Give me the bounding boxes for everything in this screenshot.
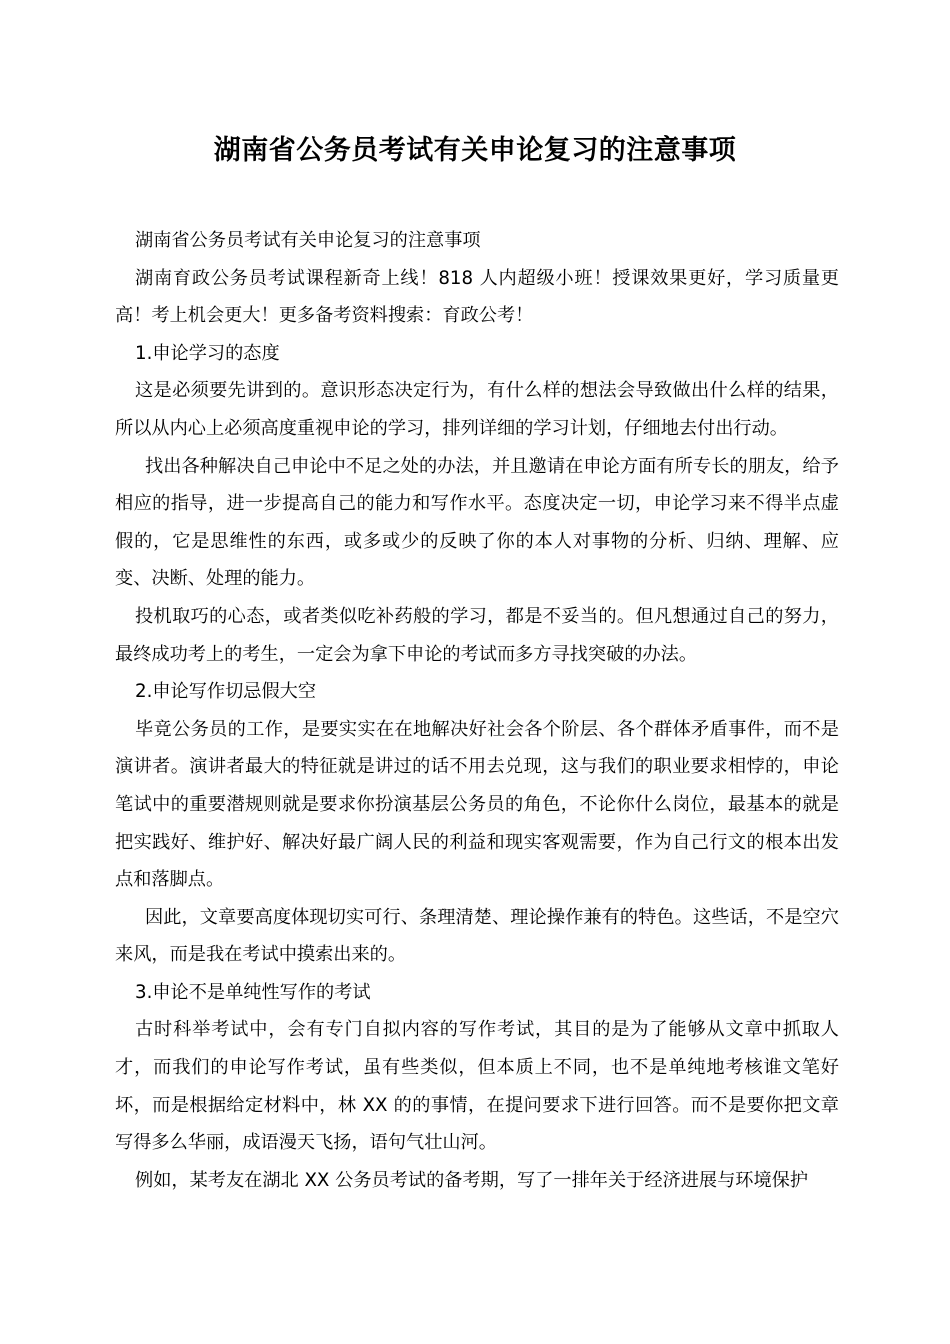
section-heading-1: 1.申论学习的态度 [135,342,280,364]
paragraph: 例如，某考友在湖北 XX 公务员考试的备考期，写了一排年关于经济进展与环境保护 [135,1169,809,1191]
document-body [115,222,839,1199]
paragraph-subtitle: 湖南省公务员考试有关申论复习的注意事项 [135,230,481,251]
paragraph: 这是必须要先讲到的。意识形态决定行为，有什么样的想法会导致做出什么样的结果，所以从内心上必须高度重视申论的学习，排列详细的学习计划，仔细地去付出行动。 [115,380,839,439]
paragraph: 古时科举考试中，会有专门自拟内容的写作考试，其目的是为了能够从文章中抓取人才，而我们的申论写作考试，虽有些类似，但本质上不同，也不是单纯地考核谁文笔好坏，而是根据给定材料中，林 XX 的的事情，在提问要求下进行回答。而不是要你把文章写得多么华丽，成语漫天飞扬，语句气壮山河。 [115,1019,839,1154]
paragraph: 投机取巧的心态，或者类似吃补药般的学习，都是不妥当的。但凡想通过自己的努力，最终成功考上的考生，一定会为拿下申论的考试而多方寻找突破的办法。 [115,605,839,665]
document-title: 湖南省公务员考试有关申论复习的注意事项 [213,135,737,166]
paragraph-intro: 湖南育政公务员考试课程新奇上线！818 人内超级小班！授课效果更好，学习质量更高！考上机会更大！更多备考资料搜索：育政公考！ [115,267,839,327]
section-heading-3: 3.申论不是单纯性写作的考试 [135,981,371,1003]
paragraph: 因此，文章要高度体现切实可行、条理清楚、理论操作兼有的特色。这些话，不是空穴来风，而是我在考试中摸索出来的。 [115,906,839,966]
paragraph: 找出各种解决自己申论中不足之处的办法，并且邀请在申论方面有所专长的朋友，给予相应的指导，进一步提高自己的能力和写作水平。态度决定一切，申论学习来不得半点虚假的，它是思维性的东西，或多或少的反映了你的本人对事物的分析、归纳、理解、应变、决断、处理的能力。 [115,455,839,590]
section-heading-2: 2.申论写作切忌假大空 [135,681,317,703]
paragraph: 毕竟公务员的工作，是要实实在在地解决好社会各个阶层、各个群体矛盾事件，而不是演讲者。演讲者最大的特征就是讲过的话不用去兑现，这与我们的职业要求相悖的，申论笔试中的重要潜规则就是要求你扮演基层公务员的角色，不论你什么岗位，最基本的就是把实践好、维护好、解决好最广阔人民的利益和现实客观需要，作为自己行文的根本出发点和落脚点。 [115,718,839,891]
